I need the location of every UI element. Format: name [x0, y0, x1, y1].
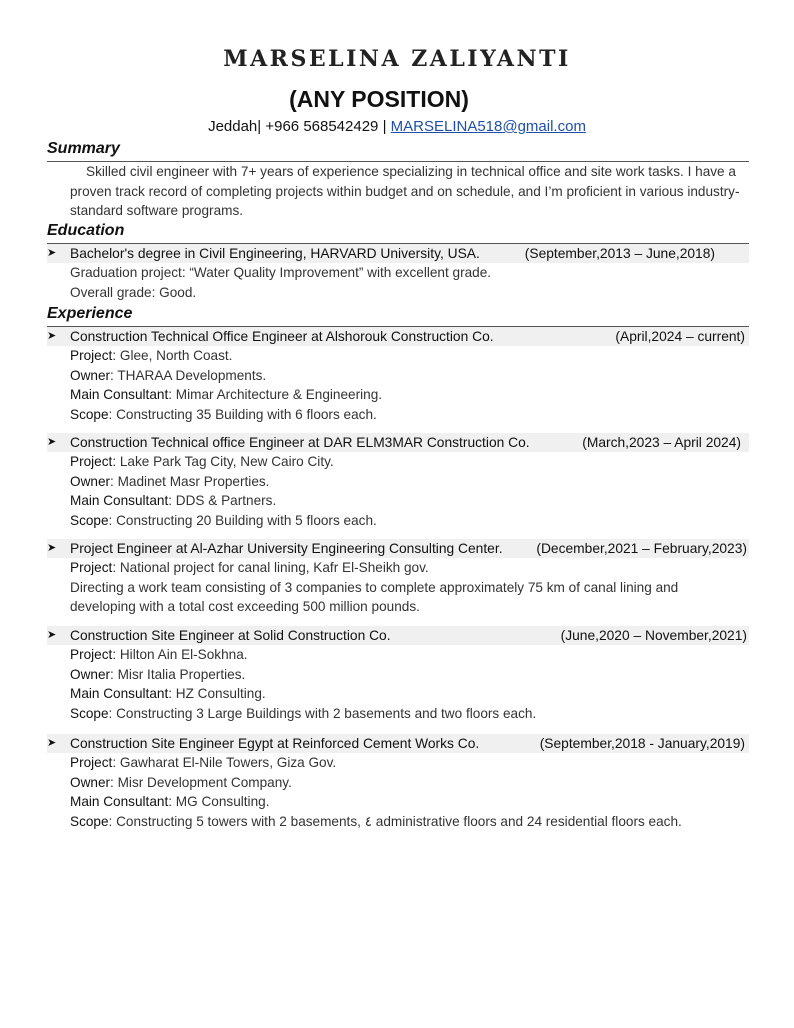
- job-dates: (September,2018 - January,2019): [539, 736, 745, 751]
- scope-label: Scope: [70, 406, 109, 422]
- project-label: Project: [70, 348, 113, 363]
- job-project: Project: Hilton Ain El-Sokhna.: [70, 647, 248, 662]
- job-role: Construction Technical office Engineer at DAR ELM3MAR Construction Co.: [70, 435, 530, 450]
- education-heading: Education: [47, 222, 125, 239]
- experience-entry: [47, 539, 749, 617]
- education-entry-header: [47, 244, 749, 263]
- job-project: Project: Gawharat El-Nile Towers, Giza Gov.: [70, 755, 337, 770]
- experience-entry-header: [47, 539, 749, 558]
- job-owner: Owner: Misr Development Company.: [70, 774, 292, 790]
- job-consultant: Main Consultant: Mimar Architecture & Engineering.: [70, 387, 383, 402]
- job-dates: (April,2024 – current): [615, 329, 745, 344]
- experience-entry-header: [47, 626, 749, 645]
- consultant-label: Main Consultant: [70, 686, 169, 701]
- candidate-name: MARSELINA ZALIYANTI: [223, 46, 571, 72]
- experience-entry: [47, 734, 749, 831]
- experience-entry: [47, 433, 749, 530]
- job-role: Construction Site Engineer at Solid Construction Co.: [70, 628, 391, 643]
- consultant-label: Main Consultant: [70, 387, 169, 402]
- experience-entry: [47, 626, 749, 723]
- owner-label: Owner: [70, 473, 111, 489]
- arrow-bullet-icon: ➤: [47, 436, 57, 448]
- project-label: Project: [70, 560, 113, 575]
- arrow-bullet-icon: ➤: [47, 542, 57, 554]
- job-project: Project: National project for canal lining, Kafr El-Sheikh gov.: [70, 560, 429, 575]
- job-scope: Scope: Constructing 5 towers with 2 basements, ٤ administrative floors and 24 residential floors each.: [70, 813, 682, 829]
- job-consultant: Main Consultant: DDS & Partners.: [70, 493, 277, 508]
- arrow-bullet-icon: ➤: [47, 737, 57, 749]
- job-owner: Owner: THARAA Developments.: [70, 367, 267, 383]
- contact-city: Jeddah: [208, 118, 258, 135]
- job-scope: Scope: Constructing 35 Building with 6 floors each.: [70, 406, 377, 422]
- degree-title: Bachelor's degree in Civil Engineering, HARVARD University, USA.: [70, 246, 480, 261]
- project-label: Project: [70, 454, 113, 469]
- job-consultant: Main Consultant: HZ Consulting.: [70, 686, 266, 701]
- job-owner: Owner: Misr Italia Properties.: [70, 666, 246, 682]
- consultant-label: Main Consultant: [70, 493, 169, 508]
- experience-entry: [47, 327, 749, 424]
- experience-entry-header: [47, 433, 749, 452]
- job-dates: (March,2023 – April 2024): [582, 435, 741, 450]
- job-scope: Scope: Constructing 3 Large Buildings with 2 basements and two floors each.: [70, 705, 537, 721]
- arrow-bullet-icon: ➤: [47, 330, 57, 342]
- job-role: Project Engineer at Al-Azhar University Engineering Consulting Center.: [70, 541, 503, 556]
- overall-grade: Overall grade: Good.: [70, 284, 197, 300]
- summary-text: Skilled civil engineer with 7+ years of experience specializing in technical office and site work tasks. I have a proven track record of completing projects within budget and on schedule, and I’m proficient in various industry-standard software programs.: [70, 164, 740, 218]
- job-description: Directing a work team consisting of 3 companies to complete approximately 75 km of canal lining and developing with a total cost exceeding 500 million pounds.: [70, 579, 679, 614]
- job-owner: Owner: Madinet Masr Properties.: [70, 473, 270, 489]
- job-scope: Scope: Constructing 20 Building with 5 floors each.: [70, 512, 377, 528]
- scope-label: Scope: [70, 512, 109, 528]
- education-entry: [47, 244, 749, 302]
- job-consultant: Main Consultant: MG Consulting.: [70, 794, 270, 809]
- owner-label: Owner: [70, 367, 111, 383]
- scope-label: Scope: [70, 705, 109, 721]
- owner-label: Owner: [70, 666, 111, 682]
- summary-heading: Summary: [47, 140, 120, 157]
- experience-entry-header: [47, 734, 749, 753]
- education-dates: (September,2013 – June,2018): [524, 246, 715, 261]
- job-dates: (December,2021 – February,2023): [536, 541, 747, 556]
- job-role: Construction Site Engineer Egypt at Reinforced Cement Works Co.: [70, 736, 480, 751]
- project-label: Project: [70, 647, 113, 662]
- owner-label: Owner: [70, 774, 111, 790]
- job-dates: (June,2020 – November,2021): [560, 628, 747, 643]
- target-position: (ANY POSITION): [289, 86, 469, 112]
- experience-entry-header: [47, 327, 749, 346]
- job-role: Construction Technical Office Engineer at Alshorouk Construction Co.: [70, 329, 494, 344]
- job-project: Project: Lake Park Tag City, New Cairo City.: [70, 454, 334, 469]
- contact-line: Jeddah| +966 568542429 | MARSELINA518@gmail.com: [208, 118, 586, 135]
- contact-phone: +966 568542429: [265, 118, 379, 135]
- scope-label: Scope: [70, 813, 109, 829]
- arrow-bullet-icon: ➤: [47, 629, 57, 641]
- project-label: Project: [70, 755, 113, 770]
- graduation-project: Graduation project: “Water Quality Improvement” with excellent grade.: [70, 265, 492, 280]
- consultant-label: Main Consultant: [70, 794, 169, 809]
- email-link[interactable]: MARSELINA518@gmail.com: [390, 118, 586, 135]
- experience-heading: Experience: [47, 305, 133, 322]
- arrow-bullet-icon: ➤: [47, 247, 57, 259]
- job-project: Project: Glee, North Coast.: [70, 348, 233, 363]
